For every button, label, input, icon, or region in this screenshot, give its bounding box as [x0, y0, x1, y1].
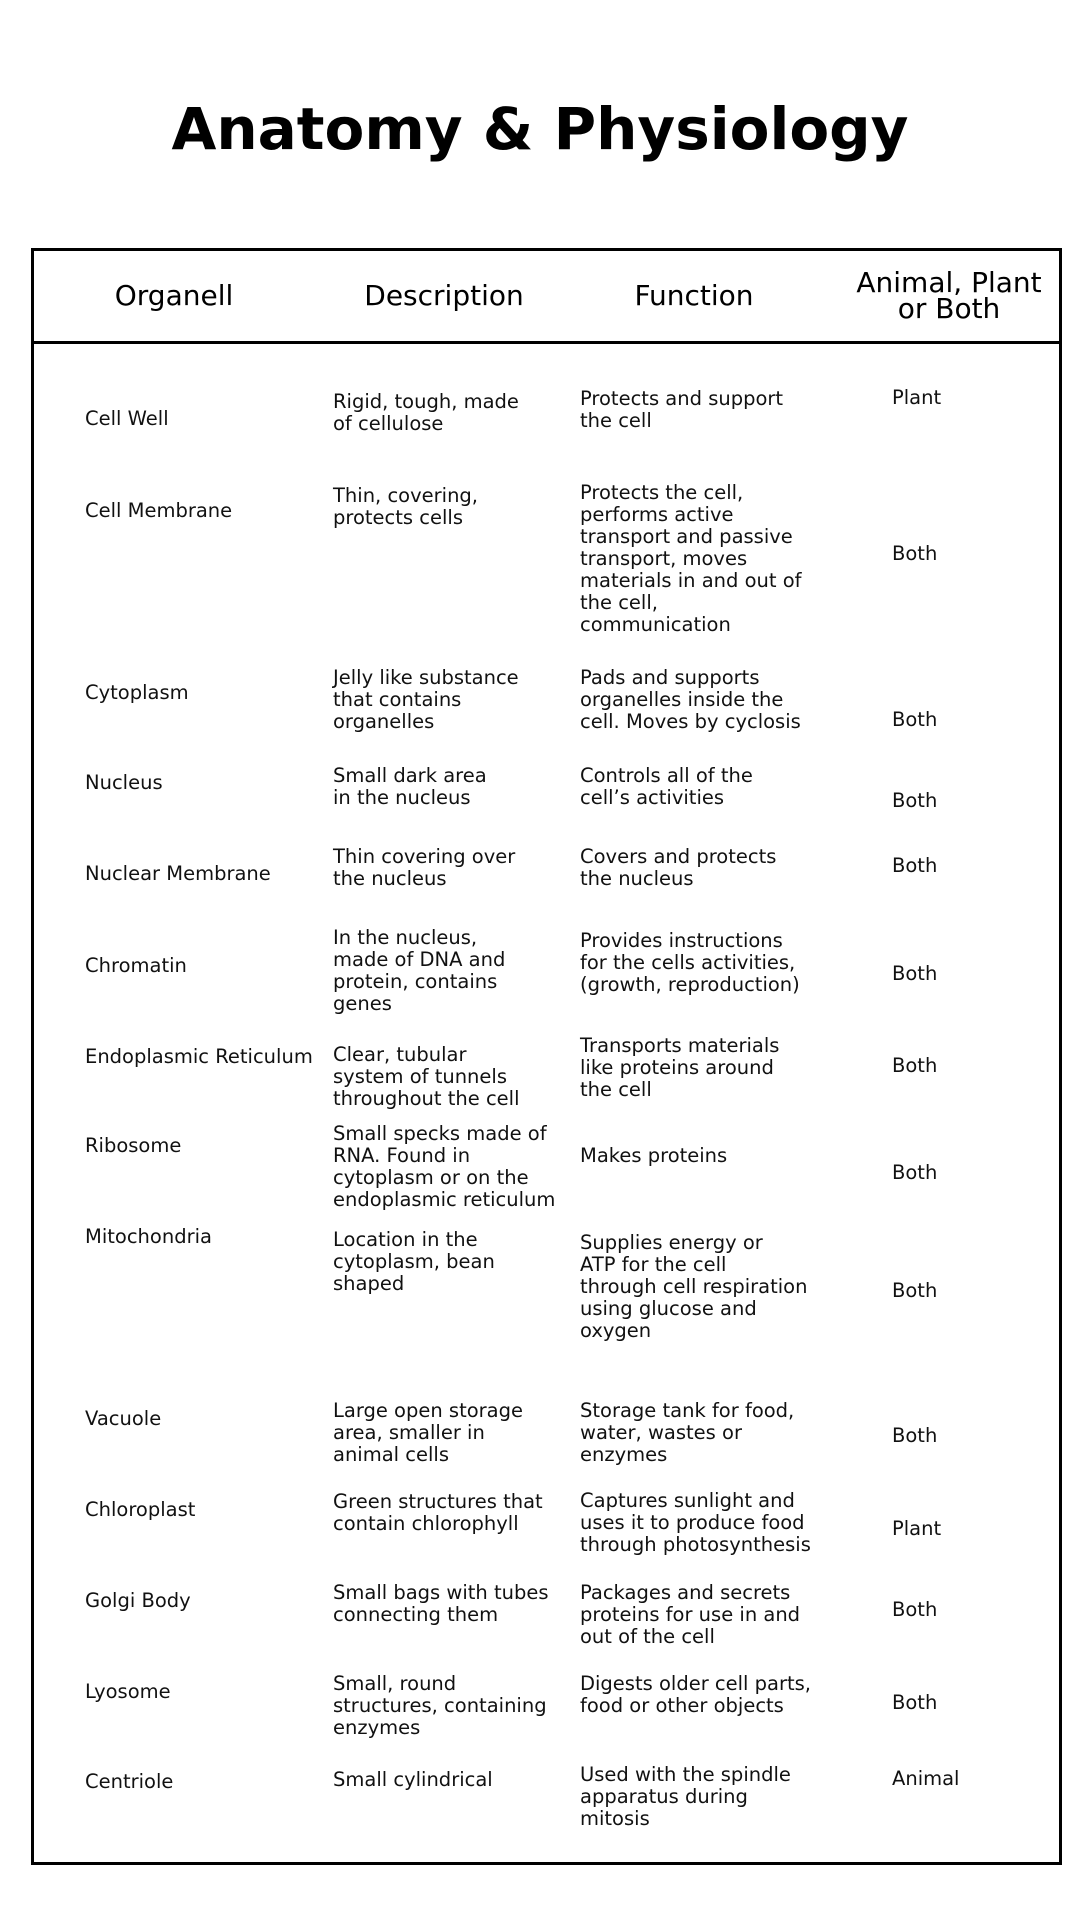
- organelle-function: Captures sunlight and uses it to produce food through photosynthesis: [580, 1489, 811, 1556]
- organelle-function: Supplies energy or ATP for the cell through cell respiration using glucose and oxygen: [580, 1231, 808, 1342]
- organelle-name: Mitochondria: [85, 1225, 212, 1248]
- organelle-type: Both: [892, 1691, 938, 1714]
- organelle-function: Used with the spindle apparatus during mitosis: [580, 1763, 791, 1830]
- organelle-function: Makes proteins: [580, 1144, 728, 1167]
- organelle-name: Centriole: [85, 1770, 174, 1793]
- organelle-type: Both: [892, 854, 938, 877]
- organelle-function: Storage tank for food, water, wastes or enzymes: [580, 1399, 795, 1466]
- organelle-type: Both: [892, 962, 938, 985]
- organelle-type: Plant: [892, 386, 942, 409]
- column-header-function: Function: [634, 279, 754, 312]
- organelle-function: Protects the cell, performs active transport and passive transport, moves materials in and out of the cell, communication: [580, 481, 802, 636]
- organelle-function: Packages and secrets proteins for use in and out of the cell: [580, 1581, 801, 1648]
- organelle-description: Rigid, tough, made of cellulose: [333, 390, 519, 435]
- organelle-type: Animal: [892, 1767, 960, 1790]
- organelle-description: Clear, tubular system of tunnels throughout the cell: [333, 1043, 520, 1110]
- column-header-type: Animal, Plant or Both: [856, 266, 1042, 325]
- organelle-type: Both: [892, 1161, 938, 1184]
- organelle-description: Location in the cytoplasm, bean shaped: [333, 1228, 495, 1295]
- organelle-name: Nucleus: [85, 771, 163, 794]
- organelle-type: Both: [892, 789, 938, 812]
- organelle-name: Ribosome: [85, 1134, 182, 1157]
- organelle-function: Provides instructions for the cells activities, (growth, reproduction): [580, 929, 800, 996]
- organelle-description: Green structures that contain chlorophyll: [333, 1490, 543, 1535]
- organelle-description: Thin, covering, protects cells: [333, 484, 479, 529]
- organelle-function: Controls all of the cell’s activities: [580, 764, 753, 809]
- organelle-table: [31, 248, 1062, 1865]
- organelle-description: Thin covering over the nucleus: [333, 845, 516, 890]
- organelle-name: Golgi Body: [85, 1589, 191, 1612]
- organelle-name: Cell Membrane: [85, 499, 233, 522]
- organelle-name: Vacuole: [85, 1407, 162, 1430]
- organelle-description: Small bags with tubes connecting them: [333, 1581, 549, 1626]
- organelle-function: Digests older cell parts, food or other objects: [580, 1672, 812, 1717]
- organelle-function: Pads and supports organelles inside the cell. Moves by cyclosis: [580, 666, 801, 733]
- organelle-type: Both: [892, 1279, 938, 1302]
- organelle-type: Both: [892, 1424, 938, 1447]
- organelle-type: Both: [892, 542, 938, 565]
- column-header-description: Description: [364, 279, 524, 312]
- organelle-description: Small dark area in the nucleus: [333, 764, 487, 809]
- organelle-description: Large open storage area, smaller in animal cells: [333, 1399, 524, 1466]
- organelle-name: Nuclear Membrane: [85, 862, 271, 885]
- organelle-name: Chromatin: [85, 954, 187, 977]
- column-header-organelle: Organell: [114, 279, 234, 312]
- organelle-name: Cell Well: [85, 407, 169, 430]
- organelle-name: Cytoplasm: [85, 681, 189, 704]
- organelle-function: Covers and protects the nucleus: [580, 845, 777, 890]
- organelle-type: Plant: [892, 1517, 942, 1540]
- organelle-function: Protects and support the cell: [580, 387, 784, 432]
- organelle-name: Chloroplast: [85, 1498, 196, 1521]
- organelle-description: Jelly like substance that contains organelles: [333, 666, 519, 733]
- organelle-type: Both: [892, 708, 938, 731]
- organelle-function: Transports materials like proteins around the cell: [580, 1034, 780, 1101]
- organelle-description: Small cylindrical: [333, 1768, 493, 1791]
- organelle-name: Endoplasmic Reticulum: [85, 1045, 313, 1068]
- organelle-description: Small specks made of RNA. Found in cytoplasm or on the endoplasmic reticulum: [333, 1122, 556, 1211]
- page-title: Anatomy & Physiology: [171, 95, 909, 163]
- organelle-type: Both: [892, 1054, 938, 1077]
- organelle-description: In the nucleus, made of DNA and protein, contains genes: [333, 926, 506, 1015]
- organelle-type: Both: [892, 1598, 938, 1621]
- header-divider: [34, 341, 1059, 344]
- organelle-name: Lyosome: [85, 1680, 171, 1703]
- organelle-description: Small, round structures, containing enzymes: [333, 1672, 547, 1739]
